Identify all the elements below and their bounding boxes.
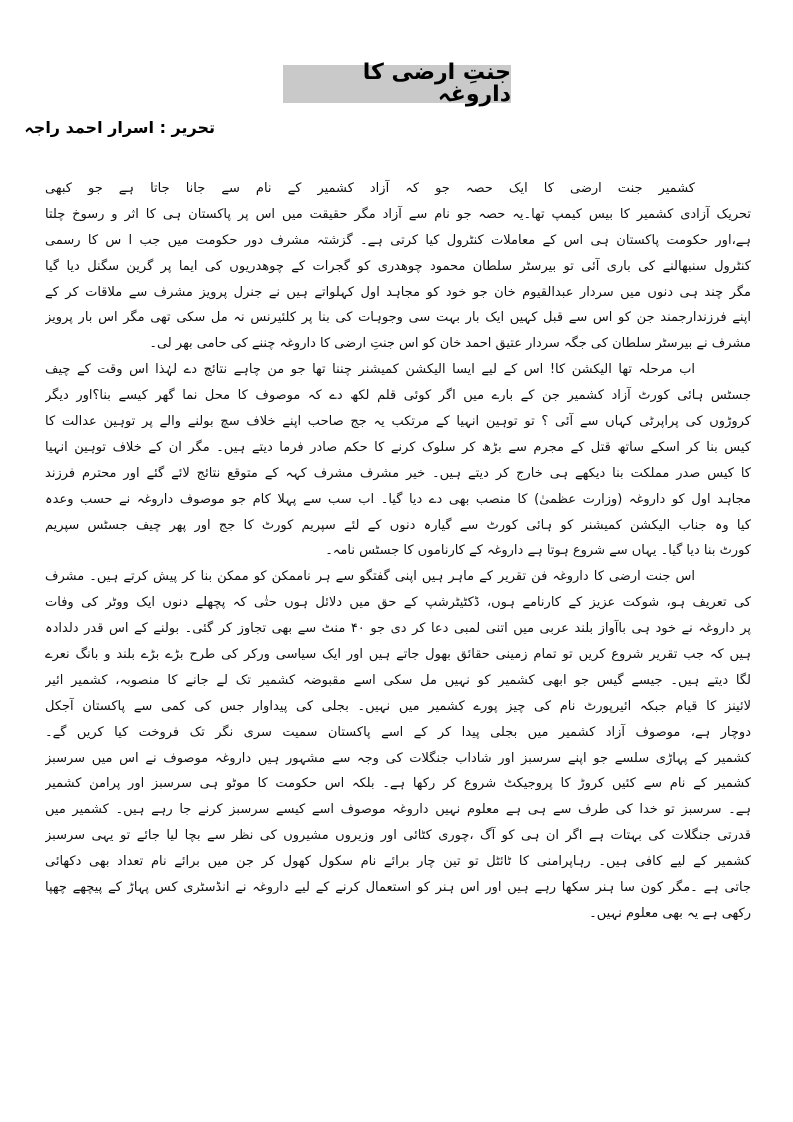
author-byline: تحریر : اسرار احمد راجہ: [24, 118, 215, 137]
body-line: رکھی ہے یہ بھی معلوم نہیں۔: [589, 905, 751, 921]
body-line: اپنے فرزندارجمند جن کو اس سے قبل کہیں ایک بار بہت سی وجوہات کی بنا پر کلئیرنس نہ مل سکی تھی مگر اس بار پرویز: [45, 310, 751, 326]
body-line: لائینز کا قیام جبکہ ائیرپورٹ نام کی چیز پورے کشمیر میں نہیں۔ بجلی کی پیداوار جس کی کمی سے پاکستان آجکل: [45, 698, 751, 714]
body-line: پر داروغہ نے خود ہی باآواز بلند عربی میں اتنی لمبی دعا کر دی جو ۴۰ منٹ سے بھی تجاوز کر گئی۔ بولنے کے اس قدر دلدادہ: [45, 621, 751, 637]
article-body: [45, 176, 751, 927]
body-line: مجاہد اول کو داروغہ (وزارت عظمیٰ) کا منصب بھی دے دیا گیا۔ اب سب سے پہلا کام جو موصوف داروغہ نے حسب وعدہ: [45, 491, 751, 507]
body-line: اس جنت ارضی کا داروغہ فن تقریر کے ماہر ہیں اپنی گفتگو سے ہر ناممکن کو ممکن بنا کر پیش کرتے ہیں۔ مشرف: [45, 569, 695, 585]
body-line: قدرتی جنگلات کی بہتات ہے اگر ان ہی کو آگ ،چوری کٹائی اور وزیروں مشیروں کی نظر سے بچا لیا جائے تو یہی سرسبز: [45, 828, 751, 844]
article-title: جنتِ ارضی کا داروغہ: [362, 60, 511, 107]
body-line: کنٹرول سنبھالنے کی باری آئی تو بیرسٹر سلطان محمود چوھدری کو گجرات کے چوھدریوں کی ایما پر گرین سگنل دیا گیا: [45, 258, 751, 274]
body-line: کا کیس صدر مملکت بنا دیکھے ہی خارج کر دیتے ہیں۔ خیر مشرف مشرف کہہ کے متوقع نتائج لائے گئے اور محترم فرزند: [45, 465, 751, 481]
body-line: کورٹ بنا دیا گیا۔ یہاں سے شروع ہوتا ہے داروغہ کے کارناموں کا جسٹس نامہ۔: [325, 543, 751, 559]
article-title-box: [283, 60, 511, 107]
body-line: اب مرحلہ تھا الیکشن کا! اس کے لیے ایسا الیکشن کمیشنر چننا تھا جو من چاہے نتائج دے لہٰذا اس وقت کے چیف: [45, 362, 695, 378]
body-line: ہے۔ سرسبز تو خدا کی طرف سے ہی ہے معلوم نہیں داروغہ موصوف اسے کیسے سرسبز کرنے جا رہے ہیں۔ کشمیر میں: [45, 802, 751, 818]
body-line: کی تعریف ہو، شوکت عزیز کے کارنامے ہوں، ڈکٹیٹرشپ کے حق میں دلائل ہوں حتٰی کہ پچھلے دنوں ایک ووٹر کی وفات: [45, 595, 751, 611]
body-line: مشرف نے بیرسٹر سلطان کی جگہ سردار عتیق احمد خان کو اس جنتِ ارضی کا داروغہ چننے کی حامی بھر لی۔: [149, 336, 751, 352]
body-line: ہیں کہ جب تقریر شروع کریں تو تمام زمینی حقائق بھول جاتے ہیں اور ایک سیاسی ورکر کی طرح بڑے بڑے بلند و بانگ نعرے: [45, 647, 751, 663]
body-line: جاتی ہے ۔مگر کون سا ہنر سکھا رہے ہیں اور اس ہنر کو استعمال کرنے کے لیے داروغہ نے انڈسٹری کس پہاڑ کے پیچھے چھپا: [45, 880, 751, 896]
body-line: کشمیر کے پہاڑی سلسے جو اپنے سرسبز اور شاداب جنگلات کی وجہ سے مشہور ہیں داروغہ موصوف نے اس میں سرسبز: [45, 750, 751, 766]
body-line: کیا وہ جناب الیکشن کمیشنر کو ہائی کورٹ سے گیارہ دنوں کے لئے سپریم کورٹ کا جج اور پھر چیف جسٹس سپریم: [45, 517, 751, 533]
body-line: کیس بنا کر اسکے ساتھ قتل کے مجرم سے بڑھ کر سلوک کرنے کا حکم صادر فرما دیتے ہیں۔ مگر ان کے خلاف توہین انہیا: [45, 439, 751, 455]
body-line: دوچار ہے، موصوف آزاد کشمیر میں بجلی پیدا کر کے اسے پاکستان سمیت سری نگر تک فروخت کیا کریں گے۔: [45, 724, 751, 740]
body-line: جسٹس ہائی کورٹ آزاد کشمیر جن کے بارے میں اگر کوئی قلم لکھ دے کہ موصوف کا محل نما گھر کیسے بنا؟اور دیگر: [45, 388, 751, 404]
body-line: لگا دیتے ہیں۔ جیسے گیس جو ابھی کشمیر کو نہیں مل سکی اسے مقبوضہ کشمیر تک لے جانے کا منصوبہ، کشمیر ائیر: [45, 672, 751, 688]
body-line: کروڑوں کی پراپرٹی کہاں سے آئی ؟ تو توہین انہیا کے مرتکب یہ جج صاحب اپنے خلاف سچ بولنے والے پر توہین عدالت کا: [45, 414, 751, 430]
body-line: ہے،اور حکومت پاکستان ہی اس کے معاملات کنٹرول کیا کرتی ہے۔ گزشتہ مشرف دور حکومت میں جب ا س کا رسمی: [45, 232, 751, 248]
body-line: کشمیر کے نام سے کئیں کروڑ کا پروجیکٹ شروع کر رکھا ہے۔ بلکہ اس حکومت کا موٹو ہی سرسبز اور پرامن کشمیر: [45, 776, 751, 792]
body-line: کشمیر جنت ارضی کا ایک حصہ جو کہ آزاد کشمیر کے نام سے جانا جاتا ہے جو کبھی: [45, 181, 695, 196]
body-line: تحریک آزادی کشمیر کا بیس کیمپ تھا۔یہ حصہ جو نام سے آزاد مگر حقیقت میں اس پر پاکستان ہی کا اثر و رسوخ چلتا: [45, 206, 751, 222]
body-line: کشمیر کے لیے کافی ہیں۔ رہاپرامنی کا ٹائٹل تو تین چار برائے نام سکول کھول کر جن میں برائے نام تعداد بھی دکھائی: [45, 854, 751, 870]
body-line: مگر چند ہی دنوں میں سردار عبدالقیوم خان جو خود کو مجاہد اول کہلواتے ہیں نے جنرل پرویز مشرف سے ملاقات کر کے: [45, 284, 751, 300]
